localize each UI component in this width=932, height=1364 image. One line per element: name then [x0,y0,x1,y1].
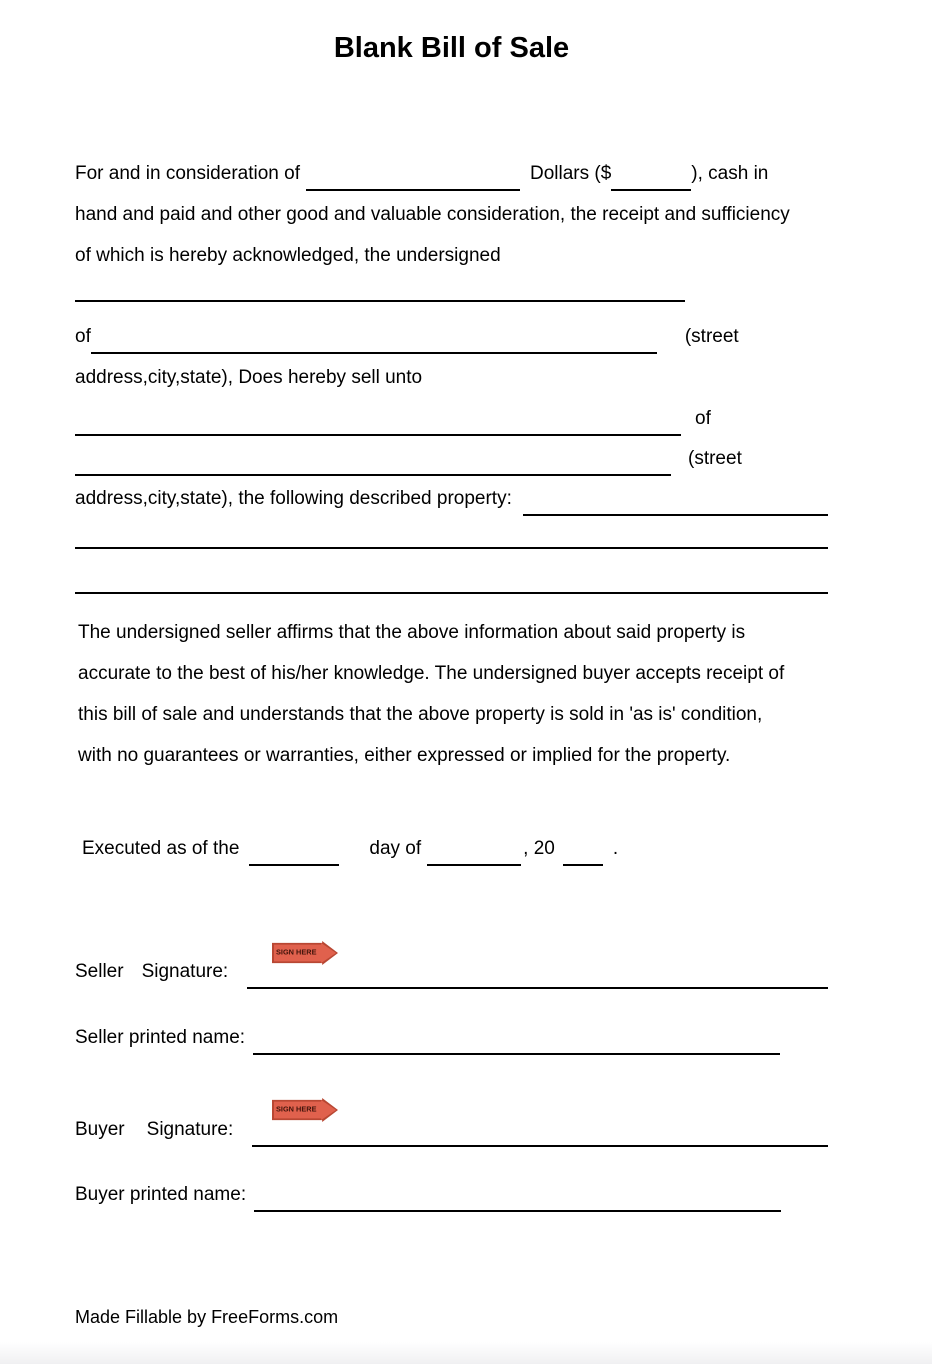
street-note: (street [684,326,739,347]
execution-year-blank[interactable] [563,850,603,866]
execution-period: . [612,838,619,859]
buyer-name-line [75,406,828,432]
signature-label: Signature: [146,1119,234,1140]
consideration-line-3-text: of which is hereby acknowledged, the undersigned [75,245,501,266]
property-description-blank-2[interactable] [75,535,828,549]
affirmation-line-3-text: this bill of sale and understands that the above property is sold in 'as is' condition, [78,704,763,725]
buyer-address-line [75,446,828,472]
affirmation-line-3 [78,702,831,728]
consideration-line-2-text: hand and paid and other good and valuable consideration, the receipt and sufficiency [75,204,790,225]
street-note-2: (street [688,448,742,469]
buyer-signature-blank[interactable] [252,1131,828,1147]
buyer-printed-name-blank[interactable] [254,1196,781,1212]
property-label: address,city,state), the following described property: [75,488,512,509]
footer-credit: Made Fillable by FreeForms.com [75,1307,339,1327]
consideration-line-3 [75,243,828,269]
execution-day-of-label: day of [369,838,422,859]
seller-label: Seller [75,961,124,982]
execution-month-blank[interactable] [427,850,521,866]
buyer-address-blank[interactable] [75,460,671,476]
sign-here-stamp-label: SIGN HERE [276,948,317,957]
consideration-line-2 [75,202,828,228]
signature-label: Signature: [141,961,229,982]
of-prefix: of [75,326,91,347]
execution-year-prefix: , 20 [523,838,555,859]
consideration-prefix: For and in consideration of [75,163,300,184]
affirmation-line-1 [78,620,831,646]
buyer-label: Buyer [75,1119,125,1140]
buyer-printed-name-label: Buyer printed name: [75,1184,247,1205]
sell-unto-line [75,365,828,391]
buyer-printed-name-row [75,1182,828,1208]
dollars-label: Dollars ($ [529,163,612,184]
sell-unto-text: address,city,state), Does hereby sell unto [75,367,423,388]
after-amount-text: ), cash in [691,163,769,184]
seller-address-line [75,324,828,350]
affirmation-line-2 [78,661,831,687]
seller-signature-blank[interactable] [247,973,828,989]
consideration-amount-words-blank[interactable] [306,175,520,191]
page-title: Blank Bill of Sale [333,32,570,64]
sign-here-stamp-label: SIGN HERE [276,1105,317,1114]
seller-address-blank[interactable] [91,338,657,354]
execution-prefix: Executed as of the [82,838,240,859]
affirmation-line-2-text: accurate to the best of his/her knowledge. The undersigned buyer accepts receipt of [78,663,785,684]
seller-printed-name-label: Seller printed name: [75,1027,246,1048]
buyer-signature-row [75,1117,828,1143]
affirmation-line-4 [78,743,831,769]
consideration-line-1 [75,161,828,187]
execution-day-blank[interactable] [249,850,339,866]
seller-name-blank-line[interactable] [75,288,685,302]
property-description-blank-1[interactable] [523,500,828,516]
of-suffix: of [695,408,711,429]
affirmation-line-1-text: The undersigned seller affirms that the above information about said property is [78,622,746,643]
seller-printed-name-blank[interactable] [253,1039,780,1055]
buyer-name-blank[interactable] [75,420,681,436]
seller-printed-name-row [75,1025,828,1051]
execution-date-line [82,836,835,862]
property-description-line [75,486,828,512]
page-bottom-edge [0,1342,932,1364]
seller-signature-row [75,959,828,985]
consideration-amount-numeric-blank[interactable] [611,175,691,191]
property-description-blank-3[interactable] [75,580,828,594]
affirmation-line-4-text: with no guarantees or warranties, either expressed or implied for the property. [78,745,731,766]
